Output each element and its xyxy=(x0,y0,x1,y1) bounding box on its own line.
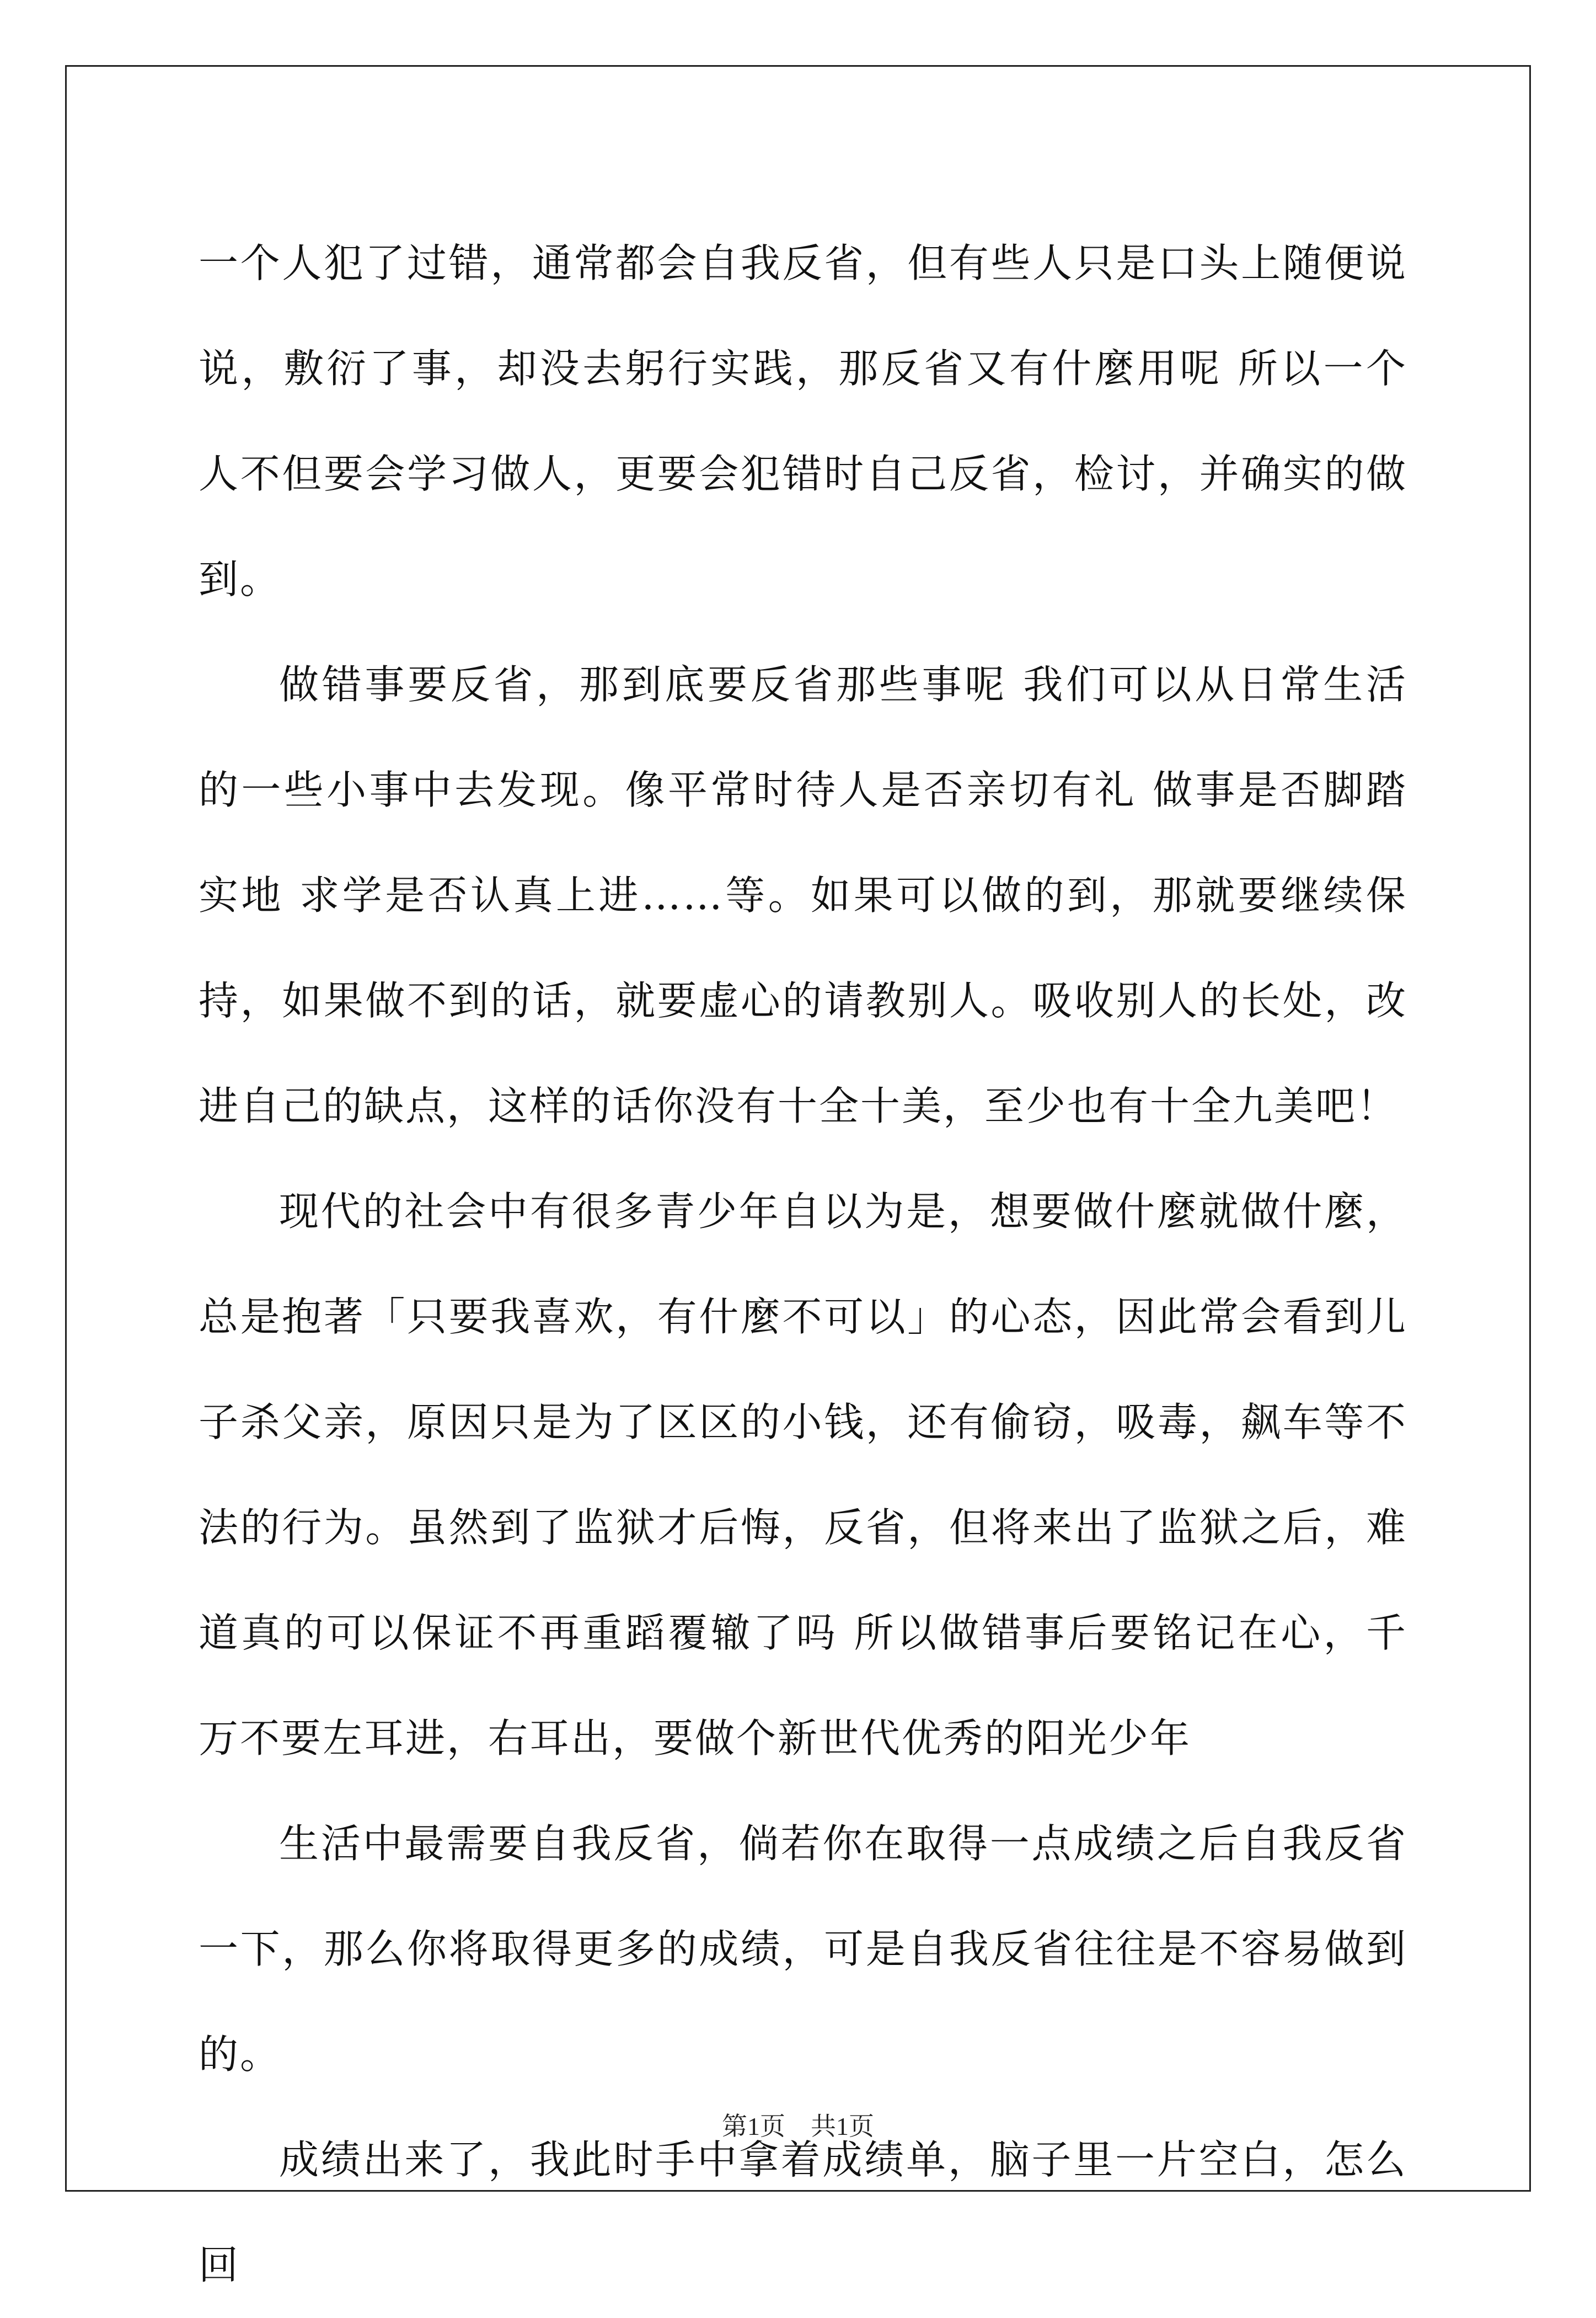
paragraph-2: 做错事要反省，那到底要反省那些事呢 我们可以从日常生活的一些小事中去发现。像平常时待人是否亲切有礼 做事是否脚踏实地 求学是否认真上进……等。如果可以做的到，那就要继续保持，如果做不到的话，就要虚心的请教别人。吸收别人的长处，改进自己的缺点，这样的话你没有十全十美，至少也有十全九美吧！ xyxy=(199,661,1407,1129)
paragraph-4: 生活中最需要自我反省，倘若你在取得一点成绩之后自我反省一下，那么你将取得更多的成绩，可是自我反省往往是不容易做到的。 xyxy=(199,1820,1407,2077)
document-body xyxy=(199,211,1407,2318)
paragraph-5: 成绩出来了，我此时手中拿着成绩单，脑子里一片空白，怎么回 xyxy=(199,2137,1407,2288)
page-number-footer: 第1页 共1页 xyxy=(722,2112,874,2140)
paragraph-1: 一个人犯了过错，通常都会自我反省，但有些人只是口头上随便说说，敷衍了事，却没去躬行实践，那反省又有什麼用呢 所以一个人不但要会学习做人，更要会犯错时自己反省，检讨，并确实的做到。 xyxy=(199,240,1407,602)
paragraph-3: 现代的社会中有很多青少年自以为是，想要做什麼就做什麼，总是抱著「只要我喜欢，有什麼不可以」的心态，因此常会看到儿子杀父亲，原因只是为了区区的小钱，还有偷窃，吸毒，飙车等不法的行为。虽然到了监狱才后悔，反省，但将来出了监狱之后，难道真的可以保证不再重蹈覆辙了吗 所以做错事后要铭记在心，千万不要左耳进，右耳出，要做个新世代优秀的阳光少年 xyxy=(199,1188,1407,1761)
